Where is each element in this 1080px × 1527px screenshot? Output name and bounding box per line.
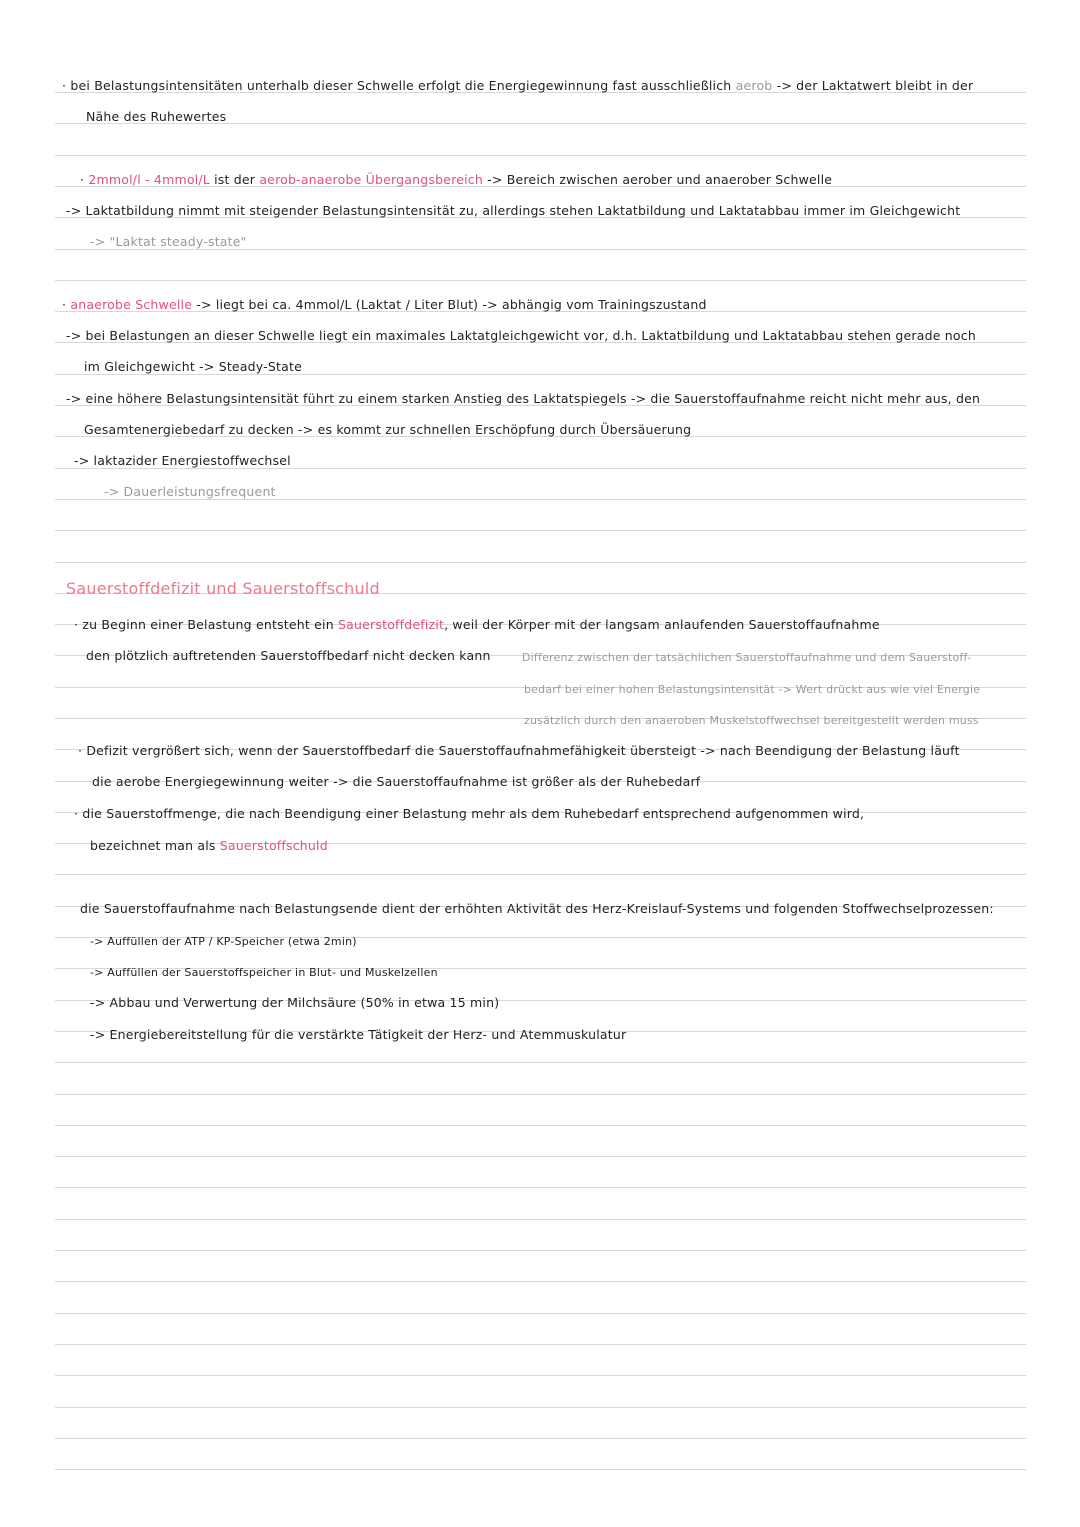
text: -> der Laktatwert bleibt in der xyxy=(776,78,974,93)
text: · bei Belastungsintensitäten unterhalb dieser Schwelle erfolgt die Energiegewinnung fast ausschließlich xyxy=(62,78,732,93)
ruled-line xyxy=(55,530,1026,531)
text-line xyxy=(80,172,832,188)
ruled-line xyxy=(55,1407,1026,1408)
text: · xyxy=(62,297,71,312)
text-line: Nähe des Ruhewertes xyxy=(86,109,227,124)
text-line: -> bei Belastungen an dieser Schwelle liegt ein maximales Laktatgleichgewicht vor, d.h. Laktatbildung und Laktatabbau stehen gerade noch xyxy=(66,328,976,343)
annotation-note: zusätzlich durch den anaeroben Muskelstoffwechsel bereitgestellt werden muss xyxy=(524,714,979,727)
text-line xyxy=(62,297,707,313)
text: · xyxy=(80,172,89,187)
text-line: den plötzlich auftretenden Sauerstoffbedarf nicht decken kann xyxy=(86,648,491,663)
highlight-term: Sauerstoffschuld xyxy=(219,838,328,853)
section-heading: Sauerstoffdefizit und Sauerstoffschuld xyxy=(66,579,380,598)
highlight-term: aerob xyxy=(735,78,773,93)
ruled-line xyxy=(55,1469,1026,1470)
text-line: -> Laktatbildung nimmt mit steigender Belastungsintensität zu, allerdings stehen Laktatbildung und Laktatabbau immer im Gleichgewicht xyxy=(66,203,961,218)
text: -> liegt bei ca. 4mmol/L (Laktat / Liter Blut) -> abhängig vom Trainingszustand xyxy=(192,297,707,312)
list-item: -> Energiebereitstellung für die verstärkte Tätigkeit der Herz- und Atemmuskulatur xyxy=(90,1027,627,1042)
text-line: · Defizit vergrößert sich, wenn der Sauerstoffbedarf die Sauerstoffaufnahmefähigkeit übersteigt -> nach Beendigung der Belastung läuft xyxy=(78,743,960,758)
highlight-term: 2mmol/l - 4mmol/L xyxy=(88,172,210,187)
text-line xyxy=(62,78,973,94)
text: ist der xyxy=(209,172,260,187)
list-item: -> Auffüllen der Sauerstoffspeicher in Blut- und Muskelzellen xyxy=(90,966,438,979)
text-line: -> "Laktat steady-state" xyxy=(90,234,247,249)
ruled-line xyxy=(55,562,1026,563)
annotation-note: Differenz zwischen der tatsächlichen Sauerstoffaufnahme und dem Sauerstoff- xyxy=(522,651,972,664)
text-line: -> laktazider Energiestoffwechsel xyxy=(74,453,291,468)
ruled-line xyxy=(55,1125,1026,1126)
text-line xyxy=(90,838,328,854)
text-line: die Sauerstoffaufnahme nach Belastungsende dient der erhöhten Aktivität des Herz-Kreislauf-Systems und folgenden Stoffwechselprozessen: xyxy=(80,901,994,916)
text: -> Bereich zwischen aerober und anaerober Schwelle xyxy=(482,172,833,187)
annotation-note: bedarf bei einer hohen Belastungsintensität -> Wert drückt aus wie viel Energie xyxy=(524,683,981,696)
list-item: -> Abbau und Verwertung der Milchsäure (50% in etwa 15 min) xyxy=(90,995,500,1010)
ruled-line xyxy=(55,1250,1026,1251)
text-line: -> eine höhere Belastungsintensität führt zu einem starken Anstieg des Laktatspiegels -> die Sauerstoffaufnahme reicht nicht mehr aus, den xyxy=(66,391,981,406)
text-line: die aerobe Energiegewinnung weiter -> die Sauerstoffaufnahme ist größer als der Ruhebedarf xyxy=(92,774,701,789)
text: · zu Beginn einer Belastung entsteht ein xyxy=(74,617,339,632)
ruled-line xyxy=(55,1156,1026,1157)
ruled-line xyxy=(55,1187,1026,1188)
text-line xyxy=(74,617,880,633)
ruled-line xyxy=(55,1375,1026,1376)
ruled-line xyxy=(55,1344,1026,1345)
list-item: -> Auffüllen der ATP / KP-Speicher (etwa 2min) xyxy=(90,935,357,948)
ruled-line xyxy=(55,1281,1026,1282)
ruled-line xyxy=(55,1219,1026,1220)
ruled-line xyxy=(55,1438,1026,1439)
text-line: -> Dauerleistungsfrequent xyxy=(104,484,276,499)
highlight-term: aerob-anaerobe Übergangsbereich xyxy=(259,172,483,187)
text-line: im Gleichgewicht -> Steady-State xyxy=(84,359,302,374)
ruled-line xyxy=(55,874,1026,875)
text: bezeichnet man als xyxy=(90,838,220,853)
highlight-term: anaerobe Schwelle xyxy=(70,297,193,312)
highlight-term: Sauerstoffdefizit xyxy=(338,617,445,632)
ruled-line xyxy=(55,1313,1026,1314)
ruled-line xyxy=(55,155,1026,156)
text-line: Gesamtenergiebedarf zu decken -> es kommt zur schnellen Erschöpfung durch Übersäuerung xyxy=(84,422,692,437)
ruled-line xyxy=(55,1062,1026,1063)
text-line: · die Sauerstoffmenge, die nach Beendigung einer Belastung mehr als dem Ruhebedarf entsprechend aufgenommen wird, xyxy=(74,806,865,821)
text: , weil der Körper mit der langsam anlaufenden Sauerstoffaufnahme xyxy=(444,617,880,632)
ruled-line xyxy=(55,280,1026,281)
ruled-line xyxy=(55,1094,1026,1095)
